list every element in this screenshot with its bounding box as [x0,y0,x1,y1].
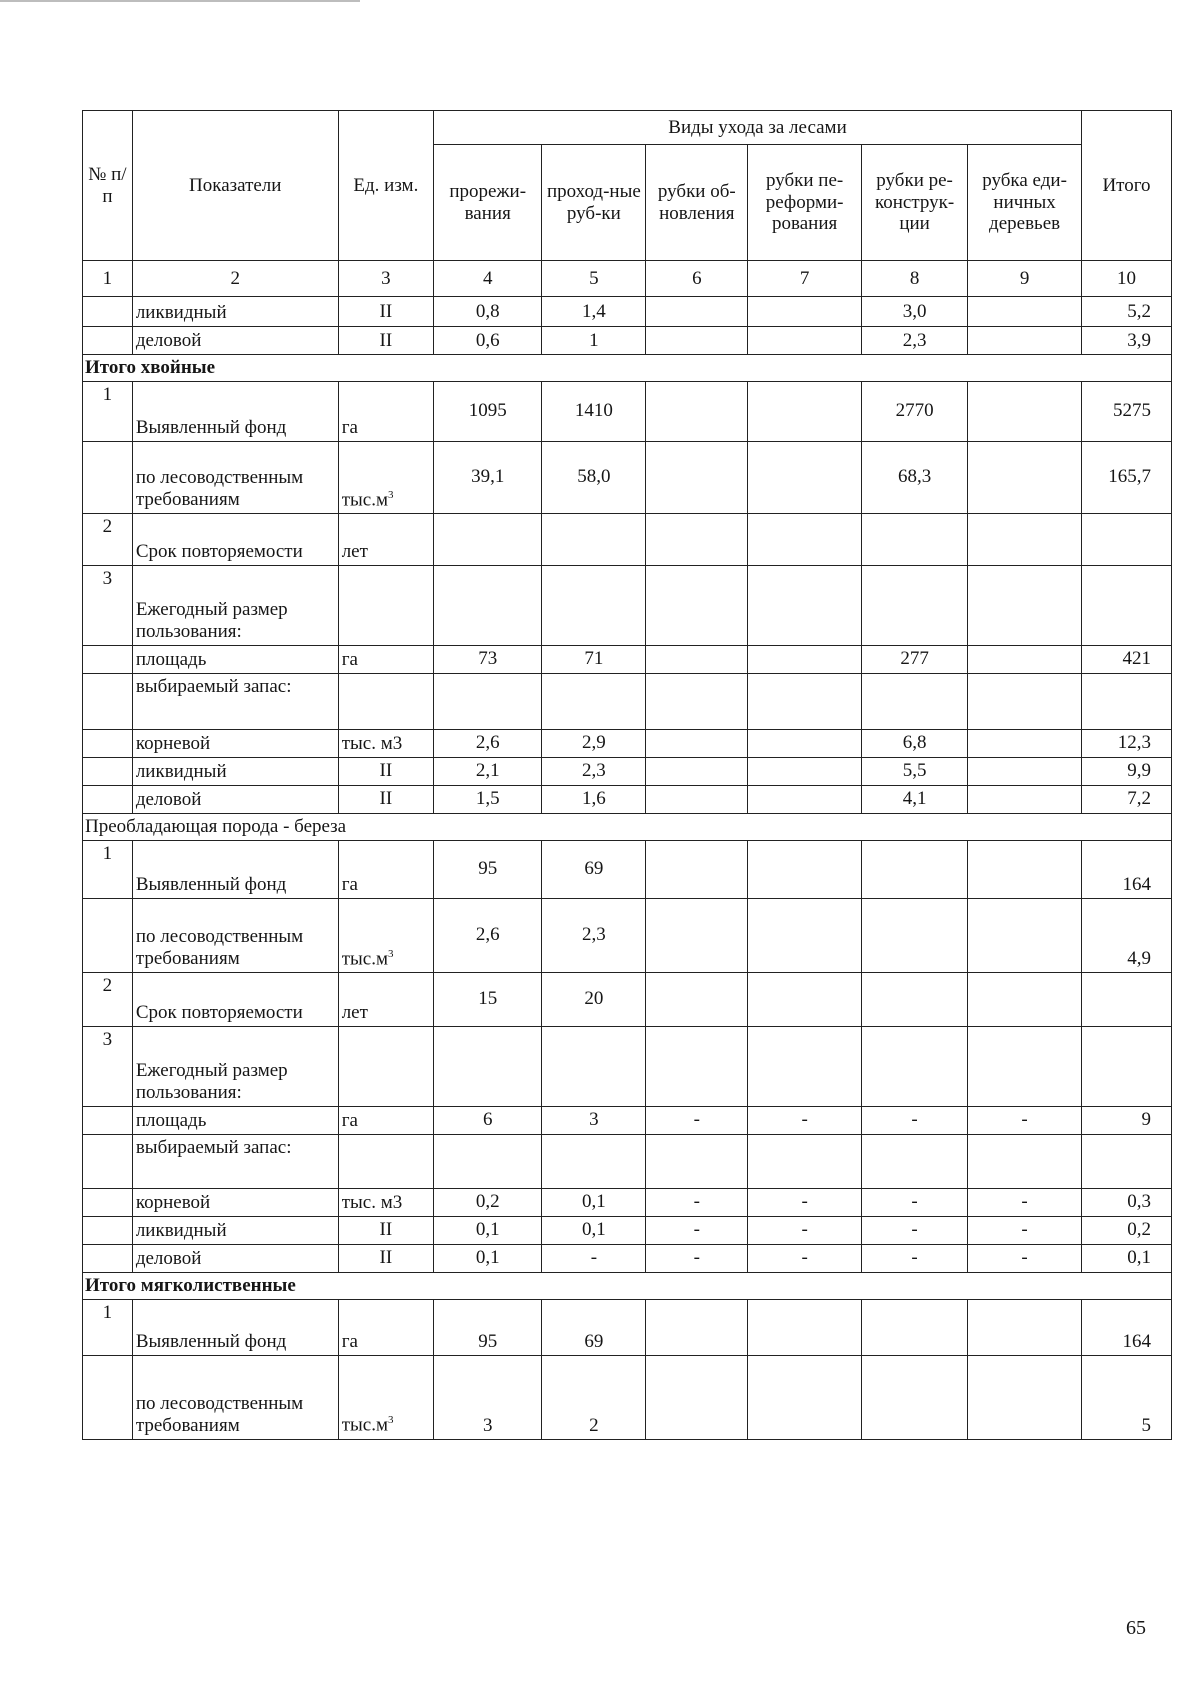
cell-value: 39,1 [434,441,542,513]
row-unit: $тыс.м^3$ [338,441,433,513]
section-row [83,1272,1172,1299]
cell-value: 2770 [862,381,968,441]
cell-value: 2,6 [434,898,542,972]
row-unit: га [338,1299,433,1355]
cell-value: 1 [542,327,646,355]
row-label: ликвидный [132,1216,338,1244]
row-label: ликвидный [132,757,338,785]
cell-value: 2,9 [542,729,646,757]
table-row [83,381,1172,441]
row-label: Срок повторяемости [132,513,338,565]
header-row-1 [83,111,1172,145]
cell-dash: - [968,1106,1082,1134]
row-label: Выявленный фонд [132,1299,338,1355]
row-unit: II [338,1244,433,1272]
cell-dash: - [748,1188,862,1216]
cell-value: 20 [542,972,646,1026]
table-row [83,1026,1172,1106]
page-number: 65 [1126,1617,1146,1639]
section-title-conif-total: Итого хвойные [83,355,1172,382]
row-unit: $тыс.м^3$ [338,1355,433,1439]
cell-value: 6,8 [862,729,968,757]
row-label: корневой [132,1188,338,1216]
header-indicators: Показатели [132,111,338,261]
cell-value: 2,3 [862,327,968,355]
cell-value: 71 [542,645,646,673]
table-row [83,673,1172,729]
cell-value: 0,1 [542,1188,646,1216]
header-type-reconstruction: рубки ре-конструк-ции [862,145,968,261]
cell-value: 0,1 [434,1244,542,1272]
cell-dash: - [646,1188,748,1216]
cell-value: 0,8 [434,297,542,327]
row-unit: га [338,840,433,898]
table-row [83,1134,1172,1188]
cell-dash: - [862,1216,968,1244]
column-number-row [83,261,1172,297]
cell-value: 277 [862,645,968,673]
cell-value: 69 [542,1299,646,1355]
row-unit: тыс. м3 [338,729,433,757]
row-label: выбираемый запас: [132,1134,338,1188]
cell-value: 3 [542,1106,646,1134]
cell-value: 6 [434,1106,542,1134]
header-num: № п/п [83,111,133,261]
table-row [83,1106,1172,1134]
table-row [83,297,1172,327]
header-type-renewal: рубки об-новления [646,145,748,261]
cell-value: 1410 [542,381,646,441]
cell-value: 1,6 [542,785,646,813]
row-number: 2 [83,972,133,1026]
header-total: Итого [1081,111,1171,261]
row-label: по лесоводственным требованиям [132,898,338,972]
section-title-soft-total: Итого мягколиственные [83,1272,1172,1299]
cell-dash: - [968,1244,1082,1272]
cell-total: 0,1 [1081,1244,1171,1272]
cell-dash: - [748,1244,862,1272]
cell-total: 164 [1081,840,1171,898]
cell-value: 2,3 [542,757,646,785]
cell-total: 5,2 [1081,297,1171,327]
cell-total: 164 [1081,1299,1171,1355]
cell-dash: - [862,1188,968,1216]
row-label: ликвидный [132,297,338,327]
cell-value: 2,3 [542,898,646,972]
cell-value: 1,4 [542,297,646,327]
cell-value: 0,1 [434,1216,542,1244]
table-row [83,1216,1172,1244]
cell-dash: - [968,1216,1082,1244]
section-row [83,355,1172,382]
cell-total: 421 [1081,645,1171,673]
cell-total: 9,9 [1081,757,1171,785]
table-row [83,1299,1172,1355]
row-label: площадь [132,645,338,673]
row-label: площадь [132,1106,338,1134]
row-unit: II [338,757,433,785]
row-label: деловой [132,1244,338,1272]
table-row [83,840,1172,898]
table-row [83,645,1172,673]
header-group: Виды ухода за лесами [434,111,1082,145]
cell-total: 0,2 [1081,1216,1171,1244]
row-label: Срок повторяемости [132,972,338,1026]
cell-value: 1095 [434,381,542,441]
row-unit: га [338,1106,433,1134]
cell-value: 15 [434,972,542,1026]
header-type-single: рубка еди-ничных деревьев [968,145,1082,261]
table-row [83,565,1172,645]
table-row [83,1188,1172,1216]
cell-value: 95 [434,1299,542,1355]
row-unit: II [338,297,433,327]
header-type-reform: рубки пе-реформи-рования [748,145,862,261]
forest-care-table [82,110,1172,1440]
col-num: 5 [542,261,646,297]
row-label: деловой [132,785,338,813]
cell-total: 9 [1081,1106,1171,1134]
row-unit: лет [338,972,433,1026]
row-unit: II [338,327,433,355]
cell-value: 1,5 [434,785,542,813]
cell-total: 5275 [1081,381,1171,441]
cell-value: 0,6 [434,327,542,355]
row-unit: га [338,381,433,441]
cell-value: 95 [434,840,542,898]
cell-total: 3,9 [1081,327,1171,355]
header-unit: Ед. изм. [338,111,433,261]
row-number: 1 [83,1299,133,1355]
col-num: 2 [132,261,338,297]
cell-dash: - [968,1188,1082,1216]
header-type-passage: проход-ные руб-ки [542,145,646,261]
cell-value: 69 [542,840,646,898]
col-num: 3 [338,261,433,297]
row-label: Ежегодный размер пользования: [132,1026,338,1106]
cell-total: 5 [1081,1355,1171,1439]
col-num: 8 [862,261,968,297]
table-row [83,1355,1172,1439]
row-label: по лесоводственным требованиям [132,441,338,513]
row-number: 1 [83,381,133,441]
cell-dash: - [862,1106,968,1134]
table-row [83,785,1172,813]
col-num: 6 [646,261,748,297]
col-num: 4 [434,261,542,297]
cell-value: 0,1 [542,1216,646,1244]
table-row [83,972,1172,1026]
section-title-birch: Преобладающая порода - береза [83,813,1172,840]
col-num: 7 [748,261,862,297]
cell-value: 4,1 [862,785,968,813]
cell-value: 2,1 [434,757,542,785]
row-label: по лесоводственным требованиям [132,1355,338,1439]
cell-dash: - [748,1106,862,1134]
cell-value: 5,5 [862,757,968,785]
row-label: Ежегодный размер пользования: [132,565,338,645]
cell-total: 12,3 [1081,729,1171,757]
row-unit: II [338,785,433,813]
row-label: Выявленный фонд [132,381,338,441]
table-row [83,327,1172,355]
table-row [83,898,1172,972]
cell-value: 3,0 [862,297,968,327]
cell-value: 2,6 [434,729,542,757]
cell-dash: - [748,1216,862,1244]
scan-edge-line [0,0,360,2]
row-number: 1 [83,840,133,898]
cell-value: 68,3 [862,441,968,513]
row-unit: га [338,645,433,673]
cell-value: 0,2 [434,1188,542,1216]
table-row [83,441,1172,513]
cell-value: 3 [434,1355,542,1439]
row-unit: тыс. м3 [338,1188,433,1216]
row-label: Выявленный фонд [132,840,338,898]
cell-total: 4,9 [1081,898,1171,972]
row-number: 3 [83,565,133,645]
row-label: корневой [132,729,338,757]
row-number: 2 [83,513,133,565]
cell-value: 2 [542,1355,646,1439]
col-num: 1 [83,261,133,297]
row-number: 3 [83,1026,133,1106]
cell-total: 165,7 [1081,441,1171,513]
cell-dash: - [646,1106,748,1134]
row-unit: $тыс.м^3$ [338,898,433,972]
row-label: деловой [132,327,338,355]
table-row [83,757,1172,785]
cell-dash: - [542,1244,646,1272]
section-row [83,813,1172,840]
table-row [83,513,1172,565]
cell-total: 0,3 [1081,1188,1171,1216]
cell-value: 73 [434,645,542,673]
table-row [83,1244,1172,1272]
cell-dash: - [646,1244,748,1272]
cell-dash: - [862,1244,968,1272]
col-num: 9 [968,261,1082,297]
table-row [83,729,1172,757]
header-type-thinning: прорежи-вания [434,145,542,261]
cell-dash: - [646,1216,748,1244]
cell-total: 7,2 [1081,785,1171,813]
row-unit: II [338,1216,433,1244]
row-label: выбираемый запас: [132,673,338,729]
row-unit: лет [338,513,433,565]
col-num: 10 [1081,261,1171,297]
cell-value: 58,0 [542,441,646,513]
